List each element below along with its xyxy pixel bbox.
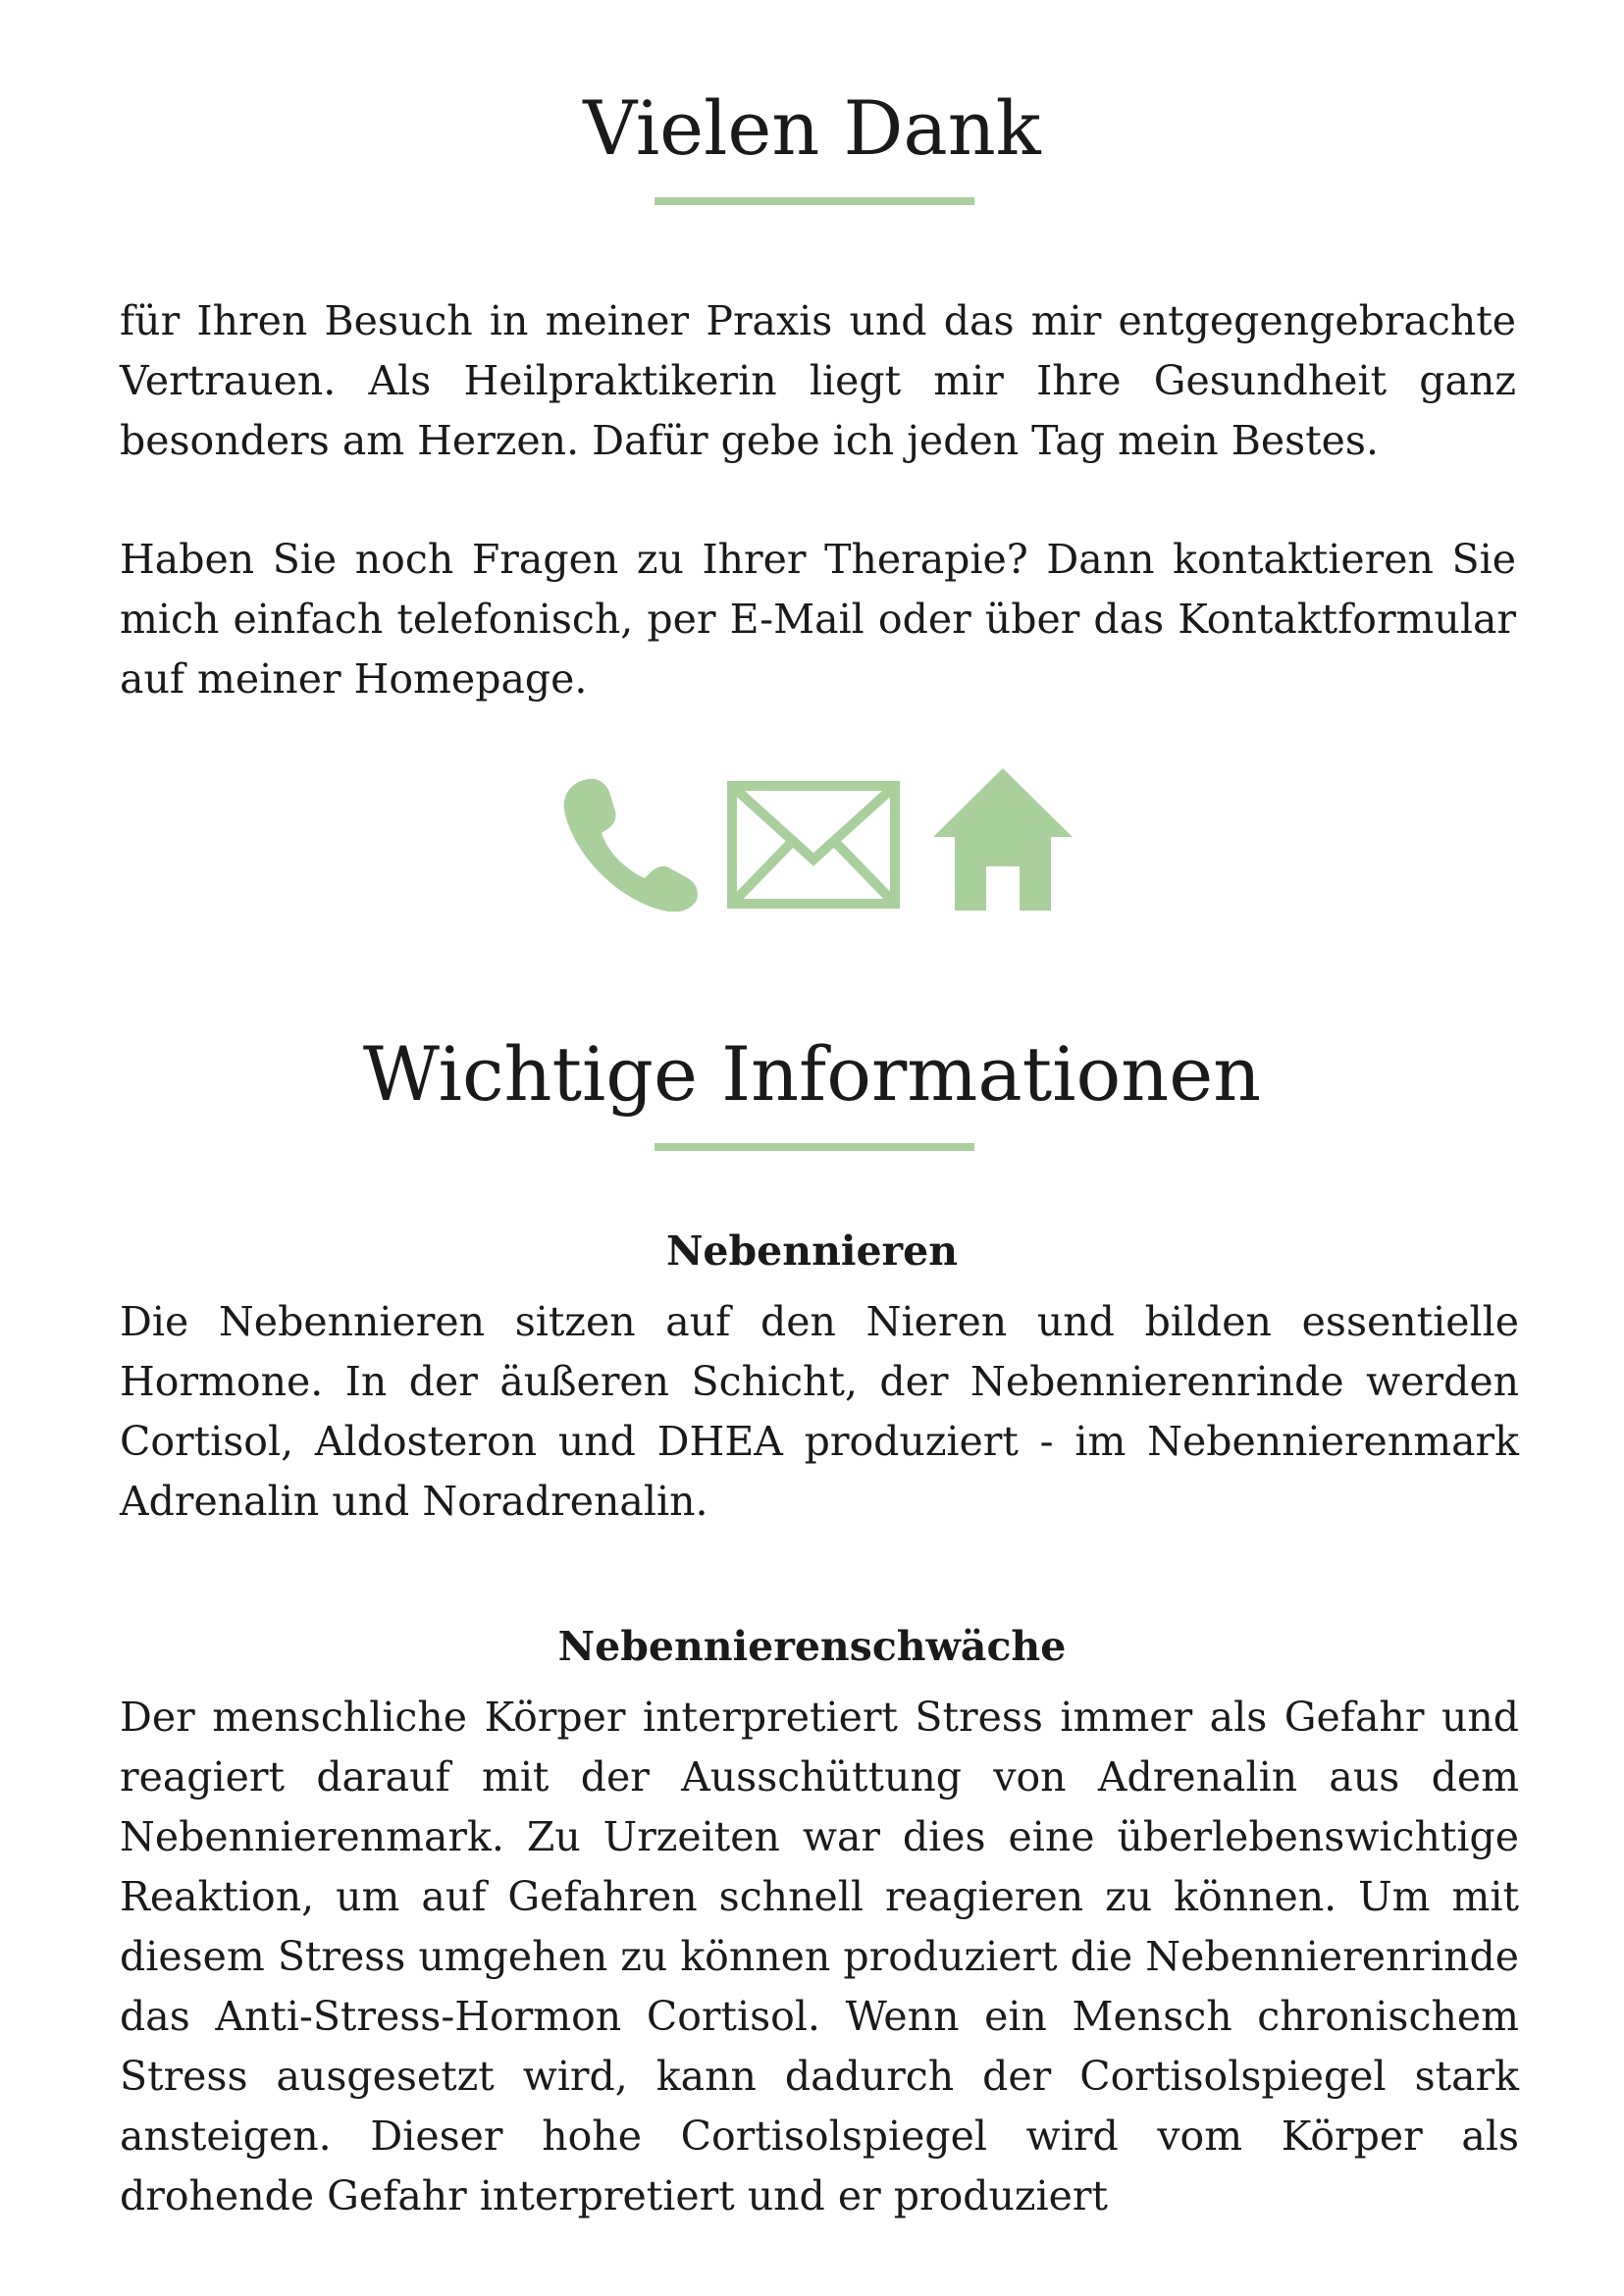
title-underline (655, 197, 974, 205)
contact-icons (562, 768, 1073, 911)
section-text-nebennierenschwaeche: Der menschliche Körper interpretiert Stress immer als Gefahr und reagiert darauf mit der Ausschüttung von Adrenalin aus dem Nebennierenmark. Zu Urzeiten war dies eine überlebenswichtige Reaktion, um auf Gefahren schnell reagieren zu können. Um mit diesem Stress umgehen zu können produziert die Nebennierenrinde das Anti-Stress-Hormon Cortisol. Wenn ein Mensch chronischem Stress ausgesetzt wird, kann dadurch der Cortisolspiegel stark ansteigen. Dieser hohe Cortisolspiegel wird vom Körper als drohende Gefahr interpretiert und er produziert (120, 1694, 1520, 2219)
info-title-underline (655, 1143, 974, 1151)
thanks-title: Vielen Dank (583, 84, 1041, 172)
phone-icon (562, 776, 700, 912)
info-title: Wichtige Informationen (362, 1030, 1262, 1118)
section-heading-nebennierenschwaeche: Nebennierenschwäche (557, 1623, 1067, 1670)
home-icon (933, 768, 1073, 911)
mail-icon (727, 781, 900, 909)
thanks-paragraph-2: Haben Sie noch Fragen zu Ihrer Therapie? Dann kontaktieren Sie mich einfach telefonisch, per E-Mail oder über das Kontaktformular auf meiner Homepage. (120, 536, 1516, 703)
thanks-paragraph-1: für Ihren Besuch in meiner Praxis und das mir entgegengebrachte Vertrauen. Als Heilpraktikerin liegt mir Ihre Gesundheit ganz besonders am Herzen. Dafür gebe ich jeden Tag mein Bestes. (120, 297, 1516, 464)
section-heading-nebennieren: Nebennieren (665, 1227, 959, 1275)
section-text-nebennieren: Die Nebennieren sitzen auf den Nieren und bilden essentielle Hormone. In der äußeren Schicht, der Nebennierenrinde werden Cortisol, Aldosteron und DHEA produziert - im Nebennierenmark Adrenalin und Noradrenalin. (120, 1298, 1519, 1525)
